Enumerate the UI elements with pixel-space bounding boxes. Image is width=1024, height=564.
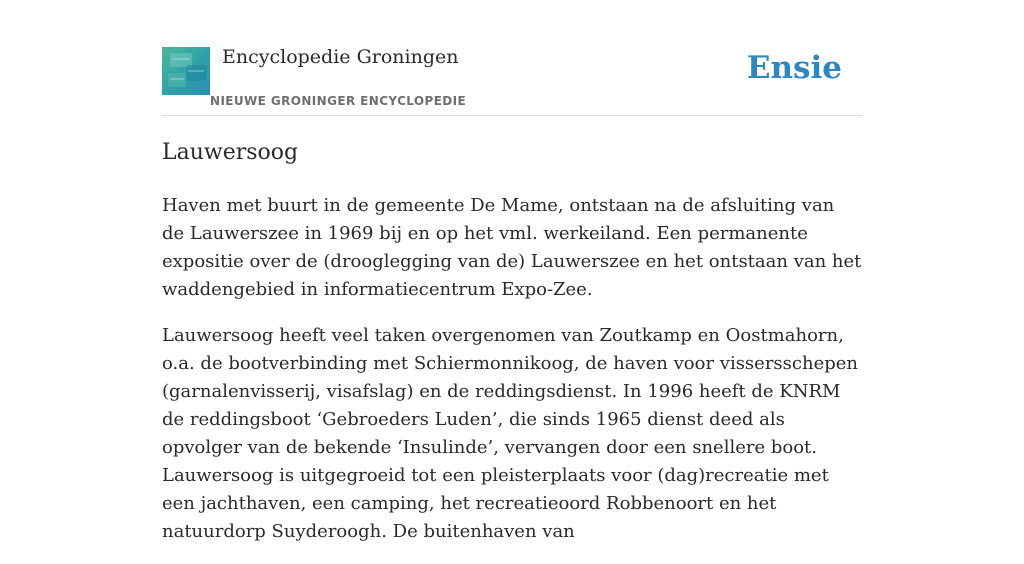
article-paragraph: Lauwersoog heeft veel taken overgenomen van Zoutkamp en Oostmahorn, o.a. de bootverbinding met Schiermonnikoog, de haven voor vissersschepen (garnalenvisserij, visafslag) en de reddingsdienst. In 1996 heeft de KNRM de reddingsboot ‘Gebroeders Luden’, die sinds 1965 dienst deed als opvolger van de bekende ‘Insulinde’, vervangen door een snellere boot. Lauwersoog is uitgegroeid tot een pleisterplaats voor (dag)recreatie met een jachthaven, een camping, het recreatieoord Robbenoort en het natuurdorp Suyderoogh. De buitenhaven van <box>162 325 858 542</box>
article-paragraph: Haven met buurt in de gemeente De Mame, ontstaan na de afsluiting van de Lauwerszee in 1969 bij en op het vml. werkeiland. Een permanente expositie over de (drooglegging van de) Lauwerszee en het ontstaan van het waddengebied in informatiecentrum Expo-Zee. <box>162 195 862 300</box>
content-container <box>162 0 862 542</box>
avatar-image <box>162 47 210 95</box>
site-title[interactable]: Encyclopedie Groningen <box>222 46 459 68</box>
encyclopedia-avatar[interactable] <box>162 47 210 95</box>
site-header <box>162 0 862 116</box>
site-subtitle: NIEUWE GRONINGER ENCYCLOPEDIE <box>210 94 467 108</box>
article-body <box>162 192 862 564</box>
page-title: Lauwersoog <box>162 140 299 165</box>
ensie-logo[interactable]: Ensie <box>746 50 842 86</box>
